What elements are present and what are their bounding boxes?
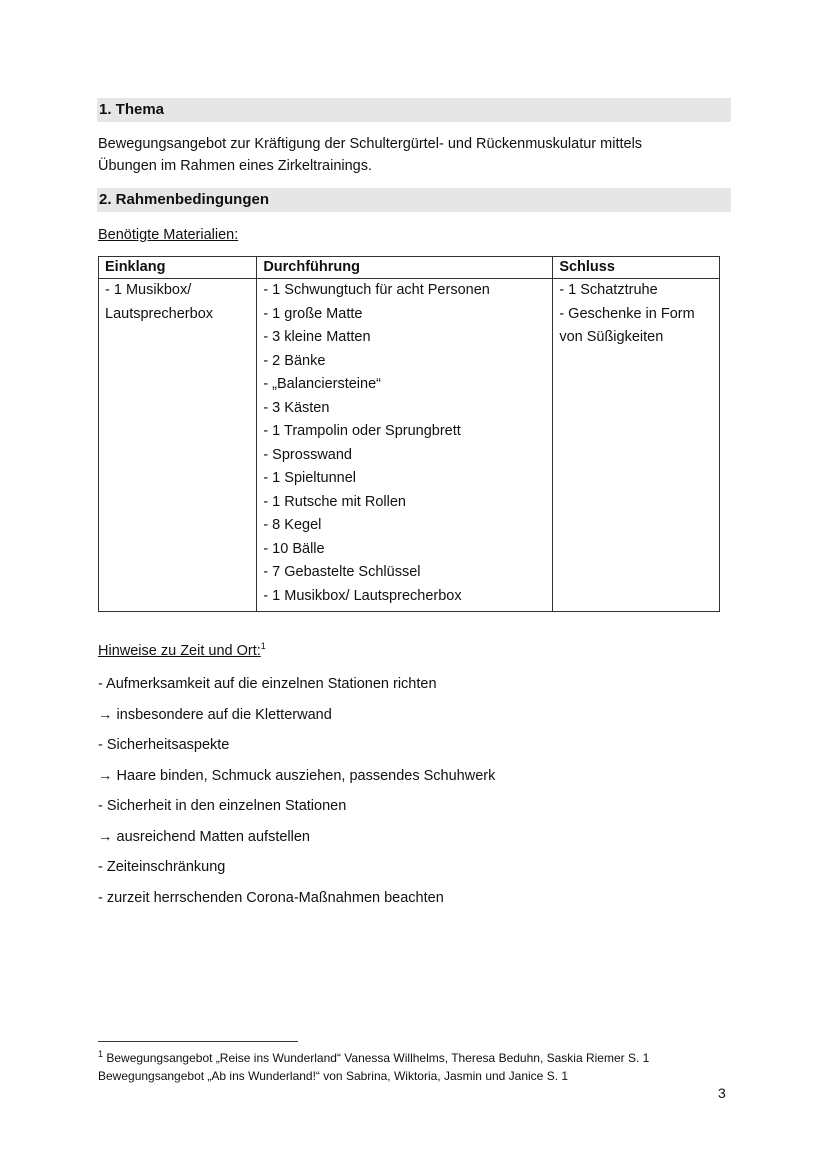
table-row [99, 279, 720, 612]
list-item: - 1 Schatztruhe [559, 282, 658, 298]
thema-paragraph [98, 133, 728, 177]
table-header-row [99, 257, 720, 279]
list-item: - 1 Schwungtuch für acht Personen [263, 282, 490, 298]
footnote-reference: 1 [260, 641, 266, 652]
list-item: - 10 Bälle [263, 540, 325, 557]
list-item: - Sprosswand [263, 446, 352, 463]
durchfuehrung-cell [257, 279, 553, 612]
thema-line-1: Bewegungsangebot zur Kräftigung der Schultergürtel- und Rückenmuskulatur mittels [98, 136, 643, 152]
list-item: - 8 Kegel [263, 517, 322, 533]
hints-label [98, 640, 728, 662]
hints-label-text: Hinweise zu Zeit und Ort: [98, 643, 261, 659]
einklang-cell [99, 279, 257, 612]
footnote-marker: 1 [98, 1049, 104, 1059]
list-item: - 1 Trampolin oder Sprungbrett [263, 423, 461, 439]
list-item: - „Balanciersteine“ [263, 376, 381, 392]
footnote-text-1: Bewegungsangebot „Reise ins Wunderland“ Vanessa Willhelms, Theresa Beduhn, Saskia Riemer S. 1 [106, 1051, 650, 1065]
column-header-schluss: Schluss [553, 257, 720, 279]
list-item: → insbesondere auf die Kletterwand [98, 706, 332, 723]
list-item: → ausreichend Matten aufstellen [98, 828, 310, 845]
list-item: - 1 große Matte [263, 305, 363, 322]
list-item: - Sicherheitsaspekte [98, 737, 230, 753]
thema-line-2: Übungen im Rahmen eines Zirkeltrainings. [98, 158, 373, 174]
page-number: 3 [718, 1085, 726, 1101]
list-item: - Sicherheit in den einzelnen Stationen [98, 798, 347, 814]
section-heading-thema: 1. Thema [97, 98, 731, 122]
column-header-einklang: Einklang [99, 257, 257, 279]
list-item: - 2 Bänke [263, 352, 326, 369]
materials-label: Benötigte Materialien: [98, 227, 239, 243]
list-item: → Haare binden, Schmuck ausziehen, passendes Schuhwerk [98, 767, 496, 784]
column-header-durchfuehrung: Durchführung [257, 257, 553, 279]
list-item: - 1 Musikbox/ [105, 282, 192, 298]
list-item: Lautsprecherbox [105, 305, 214, 322]
footnote-line-2: Bewegungsangebot „Ab ins Wunderland!“ von Sabrina, Wiktoria, Jasmin und Janice S. 1 [98, 1069, 569, 1083]
materials-table [98, 256, 720, 612]
list-item: - 7 Gebastelte Schlüssel [263, 564, 421, 580]
list-item: von Süßigkeiten [559, 329, 664, 345]
list-item: - Geschenke in Form [559, 305, 695, 322]
section-heading-rahmenbedingungen: 2. Rahmenbedingungen [97, 188, 731, 212]
schluss-cell [553, 279, 720, 612]
footnote-line-1 [98, 1049, 738, 1067]
list-item: - 1 Rutsche mit Rollen [263, 493, 406, 510]
hints-list [98, 673, 728, 917]
footnotes [98, 1049, 738, 1085]
list-item: - zurzeit herrschenden Corona-Maßnahmen beachten [98, 889, 444, 906]
list-item: - 3 kleine Matten [263, 329, 371, 345]
list-item: - 1 Musikbox/ Lautsprecherbox [263, 587, 462, 604]
list-item: - Aufmerksamkeit auf die einzelnen Stationen richten [98, 676, 437, 692]
list-item: - 1 Spieltunnel [263, 470, 357, 486]
list-item: - Zeiteinschränkung [98, 859, 226, 875]
footnote-divider [98, 1041, 298, 1042]
list-item: - 3 Kästen [263, 399, 330, 416]
